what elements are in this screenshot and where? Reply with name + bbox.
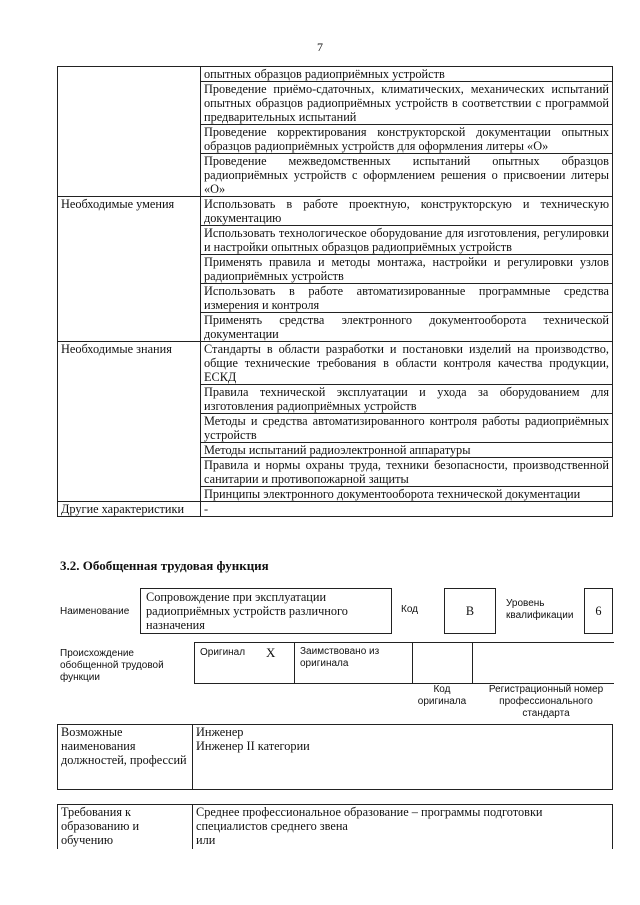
- row-item: Методы испытаний радиоэлектронной аппаратуры: [201, 443, 613, 458]
- reg-number-label: Регистрационный номер профессионального стандарта: [488, 684, 604, 719]
- origin-divider-1: [294, 642, 295, 684]
- row-item: Использовать в работе автоматизированные программные средства измерения и контроля: [201, 284, 613, 313]
- code-original-label: Код оригинала: [417, 684, 467, 707]
- page-number: 7: [317, 40, 323, 54]
- row-item: Правила и нормы охраны труда, техники безопасности, производственной санитарии и противопожарной защиты: [201, 458, 613, 487]
- positions-values: [193, 725, 613, 790]
- level-label: Уровень квалификации: [506, 598, 574, 621]
- requirements-table: [57, 66, 613, 517]
- row-item: Проведение межведомственных испытаний опытных образцов радиоприёмных устройств с оформлением решения о присвоении литеры «О»: [201, 154, 613, 197]
- origin-divider-2: [412, 642, 413, 684]
- education-1: Среднее профессиональное образование – программы подготовки специалистов среднего звена: [196, 805, 543, 833]
- original-mark: X: [266, 645, 276, 660]
- row-item: Принципы электронного документооборота технической документации: [201, 487, 613, 502]
- origin-grid: [194, 642, 614, 684]
- row-item: Использовать технологическое оборудование для изготовления, регулировки и настройки опытных образцов радиоприёмных устройств: [201, 226, 613, 255]
- position-2: Инженер II категории: [196, 739, 310, 753]
- row-item: Методы и средства автоматизированного контроля работы радиоприёмных устройств: [201, 414, 613, 443]
- row-item: Применять средства электронного документооборота технической документации: [201, 313, 613, 342]
- code-value: B: [444, 588, 496, 634]
- education-label: Требования к образованию и обучению: [58, 805, 193, 850]
- education-2: или: [196, 833, 216, 847]
- code-label: Код: [401, 604, 419, 615]
- row-item: опытных образцов радиоприёмных устройств: [201, 67, 613, 82]
- row-item: Правила технической эксплуатации и ухода за оборудованием для изготовления радиоприёмных устройств: [201, 385, 613, 414]
- positions-table: [57, 724, 613, 790]
- row-item: Проведение корректирования конструкторской документации опытных образцов радиоприёмных устройств для оформления литеры «О»: [201, 125, 613, 154]
- table-row: [58, 502, 613, 517]
- borrowed-label: Заимствовано из оригинала: [300, 646, 380, 669]
- education-table: [57, 804, 613, 849]
- name-label: Наименование: [60, 606, 130, 617]
- section-title: 3.2. Обобщенная трудовая функция: [60, 558, 269, 573]
- row-item: Стандарты в области разработки и постановки изделий на производство, общие технические требования в области контроля качества продукции, ЕСКД: [201, 342, 613, 385]
- origin-divider-left: [194, 642, 195, 684]
- level-value: 6: [584, 588, 613, 634]
- table-row: [58, 67, 613, 82]
- table-row: [58, 197, 613, 226]
- name-value: Сопровождение при эксплуатации радиоприёмных устройств различного назначения: [140, 588, 392, 634]
- row-label: Необходимые умения: [58, 197, 201, 342]
- row-label: Другие характеристики: [58, 502, 201, 517]
- row-item: Проведение приёмо-сдаточных, климатических, механических испытаний опытных образцов радиоприёмных устройств в соответствии с программой предварительных испытаний: [201, 82, 613, 125]
- table-row: [58, 342, 613, 385]
- row-label: [58, 67, 201, 197]
- positions-label: Возможные наименования должностей, профессий: [58, 725, 193, 790]
- row-label: Необходимые знания: [58, 342, 201, 502]
- row-item: Использовать в работе проектную, конструкторскую и техническую документацию: [201, 197, 613, 226]
- row-item: Применять правила и методы монтажа, настройки и регулировки узлов радиоприёмных устройств: [201, 255, 613, 284]
- origin-divider-3: [472, 642, 473, 684]
- position-1: Инженер: [196, 725, 244, 739]
- row-item: -: [201, 502, 613, 517]
- original-label: Оригинал: [200, 647, 246, 658]
- origin-label: Происхождение обобщенной трудовой функции: [60, 648, 164, 683]
- education-values: [193, 805, 613, 850]
